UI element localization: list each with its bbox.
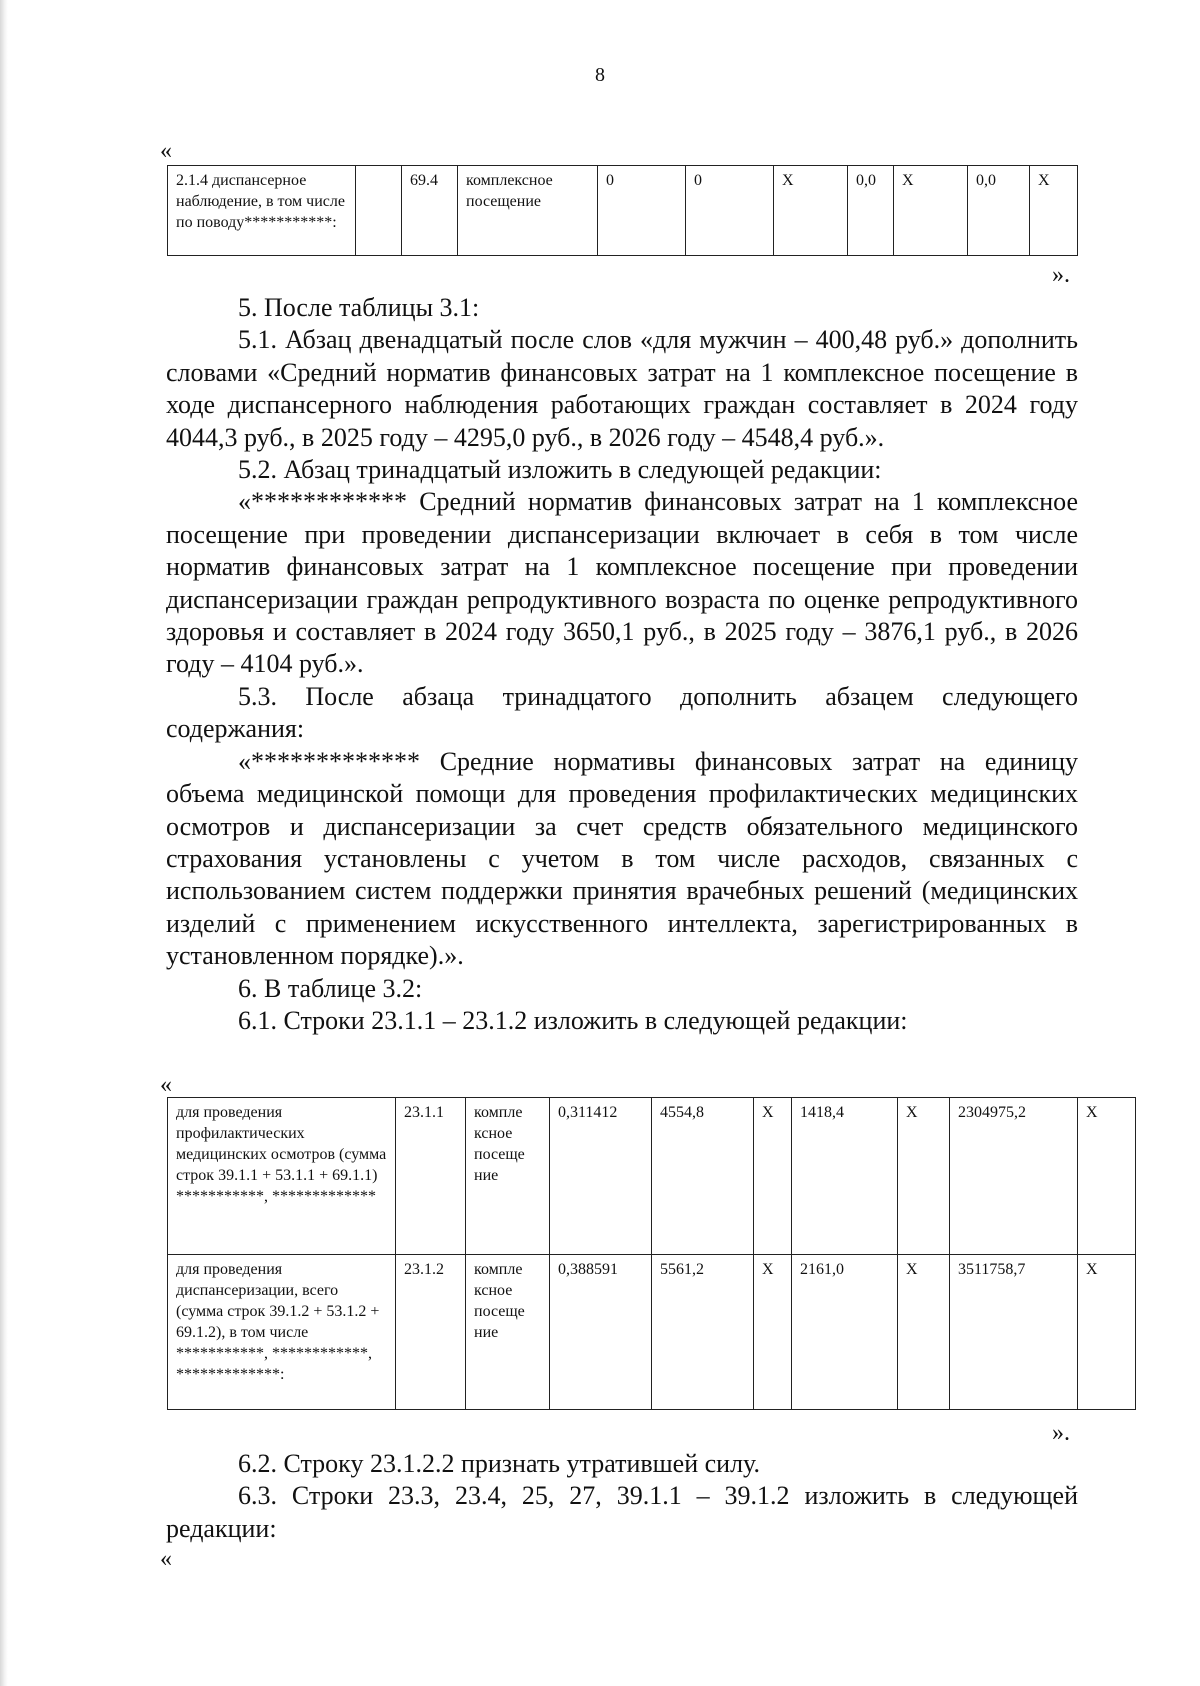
cell-value: 2304975,2	[950, 1098, 1078, 1255]
cell-value: Х	[1030, 166, 1078, 256]
page-number: 8	[595, 64, 605, 86]
table-rows-23-1	[167, 1097, 1136, 1410]
close-quote: ».	[1052, 262, 1070, 288]
open-quote: «	[160, 1546, 172, 1572]
cell-value: 0,0	[968, 166, 1030, 256]
cell-unit: компле ксное посеще ние	[466, 1255, 550, 1410]
cell-value: Х	[774, 166, 848, 256]
cell-empty	[356, 166, 402, 256]
paragraph: 6.2. Строку 23.1.2.2 признать утратившей силу.	[238, 1449, 760, 1478]
cell-unit: комплексное посещение	[458, 166, 598, 256]
cell-value: Х	[754, 1255, 792, 1410]
cell-value: Х	[1078, 1255, 1136, 1410]
cell-value: 0,0	[848, 166, 894, 256]
cell-value: 0	[686, 166, 774, 256]
paragraph: 5.1. Абзац двенадцатый после слов «для мужчин – 400,48 руб.» дополнить словами «Средний норматив финансовых затрат на 1 комплексное посещение в ходе диспансерного наблюдения работающих граждан составляет в 2024 году 4044,3 руб., в 2025 году – 4295,0 руб., в 2026 году – 4548,4 руб.».	[166, 325, 1078, 452]
cell-name: для проведения профилактических медицинских осмотров (сумма строк 39.1.1 + 53.1.1 + 69.1.1) ***********, *************	[168, 1098, 396, 1255]
cell-value: Х	[898, 1098, 950, 1255]
paragraph: 6.3. Строки 23.3, 23.4, 25, 27, 39.1.1 – 39.1.2 изложить в следующей редакции:	[166, 1481, 1078, 1543]
paragraph: 6. В таблице 3.2:	[238, 973, 423, 1003]
cell-value: 4554,8	[652, 1098, 754, 1255]
table-row	[168, 1098, 1136, 1255]
cell-row-number: 69.4	[402, 166, 458, 256]
paragraph: 5. После таблицы 3.1:	[238, 293, 480, 322]
paragraph: «************* Средние нормативы финансовых затрат на единицу объема медицинской помощи для проведения профилактических медицинских осмотров и диспансеризации за счет средств обязательного медицинского страхования установлены с учетом в том числе расходов, связанных с использованием систем поддержки принятия врачебных решений (медицинских изделий с применением искусственного интеллекта, зарегистрированных в установленном порядке).».	[166, 746, 1078, 971]
cell-value: 1418,4	[792, 1098, 898, 1255]
cell-name: 2.1.4 диспансерное наблюдение, в том числе по поводу***********:	[168, 166, 356, 256]
body-text-2	[166, 1448, 1078, 1545]
cell-unit: компле ксное посеще ние	[466, 1098, 550, 1255]
cell-value: 0,311412	[550, 1098, 652, 1255]
cell-value: Х	[898, 1255, 950, 1410]
open-quote: «	[160, 1072, 172, 1098]
scan-left-edge	[0, 0, 8, 1686]
body-text-1	[166, 292, 1078, 1037]
cell-value: 0	[598, 166, 686, 256]
table-row	[168, 166, 1078, 256]
table-row-2-1-4	[167, 165, 1078, 256]
cell-value: 0,388591	[550, 1255, 652, 1410]
cell-value: 3511758,7	[950, 1255, 1078, 1410]
open-quote: «	[160, 138, 172, 164]
paragraph: 5.3. После абзаца тринадцатого дополнить абзацем следующего содержания:	[166, 681, 1078, 744]
cell-value: Х	[894, 166, 968, 256]
table-row	[168, 1255, 1136, 1410]
paragraph: «************ Средний норматив финансовых затрат на 1 комплексное посещение при проведении диспансеризации включает в себя в том числе норматив финансовых затрат на 1 комплексное посещение при проведении диспансеризации граждан репродуктивного возраста по оценке репродуктивного здоровья и составляет в 2024 году 3650,1 руб., в 2025 году – 3876,1 руб., в 2026 году – 4104 руб.».	[166, 487, 1078, 679]
cell-value: 5561,2	[652, 1255, 754, 1410]
cell-name: для проведения диспансеризации, всего (сумма строк 39.1.2 + 53.1.2 + 69.1.2), в том числе ***********, ************, *************:	[168, 1255, 396, 1410]
close-quote: ».	[1052, 1420, 1070, 1446]
cell-row-number: 23.1.2	[396, 1255, 466, 1410]
cell-value: 2161,0	[792, 1255, 898, 1410]
cell-value: Х	[754, 1098, 792, 1255]
paragraph: 6.1. Строки 23.1.1 – 23.1.2 изложить в следующей редакции:	[238, 1005, 908, 1035]
paragraph: 5.2. Абзац тринадцатый изложить в следующей редакции:	[238, 455, 882, 485]
cell-value: Х	[1078, 1098, 1136, 1255]
cell-row-number: 23.1.1	[396, 1098, 466, 1255]
